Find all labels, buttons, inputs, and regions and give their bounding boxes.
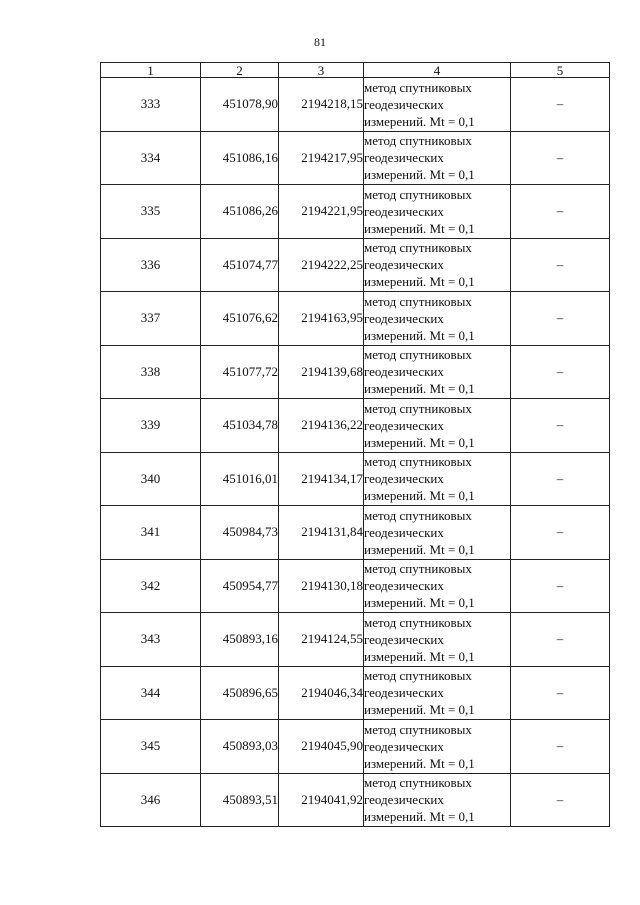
method-line: метод спутниковых	[364, 614, 472, 630]
method-line: измерений. Mt = 0,1	[364, 167, 475, 183]
method-line: метод спутниковых	[364, 133, 472, 149]
method-line: геодезических	[364, 364, 444, 380]
y-coordinate-cell: 2194124,55	[279, 613, 364, 667]
method-line: измерений. Mt = 0,1	[364, 595, 475, 611]
method-cell	[364, 78, 511, 132]
method-cell	[364, 185, 511, 239]
method-line: геодезических	[364, 685, 444, 701]
point-number-cell: 340	[101, 452, 201, 506]
table-body	[101, 78, 610, 827]
x-coordinate-cell: 450893,51	[201, 773, 279, 827]
note-cell: –	[511, 773, 610, 827]
table-row	[101, 238, 610, 292]
point-number-cell: 333	[101, 78, 201, 132]
method-cell	[364, 131, 511, 185]
x-coordinate-cell: 451086,26	[201, 185, 279, 239]
note-cell: –	[511, 613, 610, 667]
y-coordinate-cell: 2194163,95	[279, 292, 364, 346]
x-coordinate-cell: 451076,62	[201, 292, 279, 346]
header-col-2: 2	[201, 63, 279, 78]
table-row	[101, 185, 610, 239]
method-line: метод спутниковых	[364, 186, 472, 202]
method-cell	[364, 613, 511, 667]
method-line: геодезических	[364, 257, 444, 273]
method-line: геодезических	[364, 203, 444, 219]
header-col-3: 3	[279, 63, 364, 78]
method-cell	[364, 452, 511, 506]
method-line: геодезических	[364, 578, 444, 594]
y-coordinate-cell: 2194136,22	[279, 399, 364, 453]
x-coordinate-cell: 451034,78	[201, 399, 279, 453]
table-row	[101, 666, 610, 720]
y-coordinate-cell: 2194134,17	[279, 452, 364, 506]
method-line: геодезических	[364, 524, 444, 540]
x-coordinate-cell: 450893,03	[201, 720, 279, 774]
table-row	[101, 345, 610, 399]
point-number-cell: 335	[101, 185, 201, 239]
x-coordinate-cell: 450896,65	[201, 666, 279, 720]
table-row	[101, 452, 610, 506]
page-number: 81	[314, 35, 326, 49]
method-line: измерений. Mt = 0,1	[364, 381, 475, 397]
method-cell	[364, 506, 511, 560]
y-coordinate-cell: 2194130,18	[279, 559, 364, 613]
note-cell: –	[511, 292, 610, 346]
x-coordinate-cell: 450954,77	[201, 559, 279, 613]
point-number-cell: 341	[101, 506, 201, 560]
header-col-5: 5	[511, 63, 610, 78]
y-coordinate-cell: 2194046,34	[279, 666, 364, 720]
y-coordinate-cell: 2194045,90	[279, 720, 364, 774]
method-line: измерений. Mt = 0,1	[364, 274, 475, 290]
y-coordinate-cell: 2194131,84	[279, 506, 364, 560]
y-coordinate-cell: 2194218,15	[279, 78, 364, 132]
method-cell	[364, 292, 511, 346]
note-cell: –	[511, 238, 610, 292]
method-line: измерений. Mt = 0,1	[364, 648, 475, 664]
table-row	[101, 399, 610, 453]
method-line: метод спутниковых	[364, 775, 472, 791]
header-col-1: 1	[101, 63, 201, 78]
point-number-cell: 346	[101, 773, 201, 827]
table-row	[101, 292, 610, 346]
note-cell: –	[511, 131, 610, 185]
point-number-cell: 342	[101, 559, 201, 613]
method-line: измерений. Mt = 0,1	[364, 541, 475, 557]
x-coordinate-cell: 451077,72	[201, 345, 279, 399]
method-line: метод спутниковых	[364, 507, 472, 523]
table-row	[101, 613, 610, 667]
method-line: метод спутниковых	[364, 79, 472, 95]
method-line: метод спутниковых	[364, 293, 472, 309]
method-cell	[364, 666, 511, 720]
table-row	[101, 506, 610, 560]
note-cell: –	[511, 185, 610, 239]
note-cell: –	[511, 506, 610, 560]
point-number-cell: 334	[101, 131, 201, 185]
note-cell: –	[511, 559, 610, 613]
table-row	[101, 78, 610, 132]
method-line: геодезических	[364, 150, 444, 166]
x-coordinate-cell: 451086,16	[201, 131, 279, 185]
method-line: измерений. Mt = 0,1	[364, 702, 475, 718]
method-line: геодезических	[364, 471, 444, 487]
point-number-cell: 338	[101, 345, 201, 399]
method-line: измерений. Mt = 0,1	[364, 220, 475, 236]
method-line: измерений. Mt = 0,1	[364, 809, 475, 825]
x-coordinate-cell: 451074,77	[201, 238, 279, 292]
method-line: геодезических	[364, 631, 444, 647]
method-line: измерений. Mt = 0,1	[364, 327, 475, 343]
table-header-row	[101, 63, 610, 78]
method-line: метод спутниковых	[364, 668, 472, 684]
table-row	[101, 131, 610, 185]
point-number-cell: 336	[101, 238, 201, 292]
note-cell: –	[511, 399, 610, 453]
y-coordinate-cell: 2194222,25	[279, 238, 364, 292]
method-cell	[364, 720, 511, 774]
note-cell: –	[511, 78, 610, 132]
y-coordinate-cell: 2194041,92	[279, 773, 364, 827]
y-coordinate-cell: 2194217,95	[279, 131, 364, 185]
note-cell: –	[511, 720, 610, 774]
method-line: геодезических	[364, 96, 444, 112]
method-line: метод спутниковых	[364, 721, 472, 737]
point-number-cell: 344	[101, 666, 201, 720]
method-line: метод спутниковых	[364, 400, 472, 416]
point-number-cell: 337	[101, 292, 201, 346]
method-line: геодезических	[364, 417, 444, 433]
method-cell	[364, 559, 511, 613]
note-cell: –	[511, 452, 610, 506]
method-line: геодезических	[364, 738, 444, 754]
x-coordinate-cell: 450984,73	[201, 506, 279, 560]
note-cell: –	[511, 345, 610, 399]
x-coordinate-cell: 450893,16	[201, 613, 279, 667]
x-coordinate-cell: 451016,01	[201, 452, 279, 506]
coordinates-table	[100, 62, 610, 827]
note-cell: –	[511, 666, 610, 720]
method-line: метод спутниковых	[364, 454, 472, 470]
method-line: метод спутниковых	[364, 347, 472, 363]
point-number-cell: 339	[101, 399, 201, 453]
method-cell	[364, 399, 511, 453]
header-col-4: 4	[364, 63, 511, 78]
table-row	[101, 773, 610, 827]
method-line: метод спутниковых	[364, 240, 472, 256]
table-row	[101, 720, 610, 774]
method-line: измерений. Mt = 0,1	[364, 488, 475, 504]
method-line: измерений. Mt = 0,1	[364, 434, 475, 450]
point-number-cell: 343	[101, 613, 201, 667]
method-line: метод спутниковых	[364, 561, 472, 577]
point-number-cell: 345	[101, 720, 201, 774]
table-row	[101, 559, 610, 613]
y-coordinate-cell: 2194139,68	[279, 345, 364, 399]
method-cell	[364, 238, 511, 292]
method-line: геодезических	[364, 792, 444, 808]
y-coordinate-cell: 2194221,95	[279, 185, 364, 239]
method-line: измерений. Mt = 0,1	[364, 113, 475, 129]
method-line: геодезических	[364, 310, 444, 326]
method-cell	[364, 773, 511, 827]
method-cell	[364, 345, 511, 399]
x-coordinate-cell: 451078,90	[201, 78, 279, 132]
method-line: измерений. Mt = 0,1	[364, 755, 475, 771]
